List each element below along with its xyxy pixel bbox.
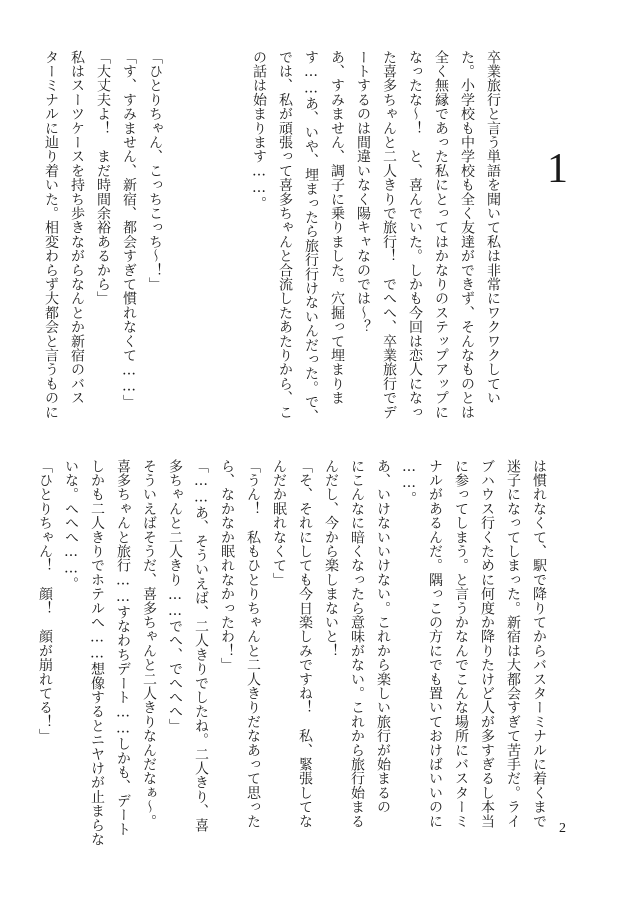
text-line: 「す、すみません、新宿、都会すぎて慣れなくて……」 bbox=[121, 50, 137, 409]
text-line: ブハウス行くために何度か降りたけど人が多すぎるし本当 bbox=[479, 459, 495, 829]
text-line bbox=[168, 50, 194, 448]
text-line: 迷子になってしまった。新宿は大都会すぎて苦手だ。ライ bbox=[505, 459, 521, 829]
page-number: 2 bbox=[559, 821, 566, 836]
text-line: ら、なかなか眠れなかったわ！」 bbox=[219, 459, 235, 672]
upper-text-block bbox=[43, 50, 506, 448]
text-line: しかも二人きりでホテルへ……想像するとニヤけが止まらな bbox=[89, 459, 105, 847]
text-line: んだか眠れなくて」 bbox=[271, 459, 287, 587]
text-line: いな。へへへ……。 bbox=[63, 459, 79, 591]
text-line: あ、いけないいけない。これから楽しい旅行が始まるの bbox=[375, 459, 391, 814]
text-line: 「ひとりちゃん、こっちこっち～！」 bbox=[147, 50, 163, 292]
text-line: ナルがあるんだ。隅っこの方にでも置いておけばいいのに bbox=[427, 459, 443, 829]
text-line: あ、すみません、調子に乗りました。穴掘って埋まりま bbox=[329, 50, 345, 405]
text-line: す……あ、いや、埋まったら旅行行けないんだった。で、 bbox=[303, 50, 319, 424]
text-line: にこんなに暗くなったら意味がない。これから旅行始まる bbox=[349, 459, 365, 829]
text-line: 多ちゃんと二人きり……でへ、でへへへ」 bbox=[167, 459, 183, 733]
chapter-number: 1 bbox=[547, 146, 568, 192]
text-line: ートするのは間違いなく陽キャなのでは～？ bbox=[355, 50, 371, 334]
text-line: た。小学校も中学校も全く友達ができず、そんなものとは bbox=[459, 50, 475, 420]
text-line: に参ってしまう。と言うかなんでこんな場所にバスターミ bbox=[453, 459, 469, 829]
text-line: ……。 bbox=[401, 459, 417, 506]
text-line: では、私が頑張って喜多ちゃんと合流したあたりから、こ bbox=[277, 50, 293, 420]
text-line: なったな～！ と、喜んでいた。しかも今回は恋人になっ bbox=[407, 50, 423, 420]
text-line: の話は始まります……。 bbox=[251, 50, 267, 211]
text-line: 喜多ちゃんと旅行……すなわちデート……しかも、デート bbox=[115, 459, 131, 837]
text-line: ターミナルに辿り着いた。相変わらず大都会と言うものに bbox=[43, 50, 59, 420]
text-line: 「大丈夫よ！ まだ時間余裕あるから」 bbox=[95, 50, 111, 306]
text-line bbox=[220, 50, 246, 448]
text-line: は慣れなくて、駅で降りてからバスターミナルに着くまで bbox=[531, 459, 547, 829]
text-line: 全く無縁であった私にとってはかなりのステップアップに bbox=[433, 50, 449, 420]
lower-text-block bbox=[37, 459, 552, 847]
text-line bbox=[194, 50, 220, 448]
text-line: 「そ、それにしても今日楽しみですね！ 私、緊張してな bbox=[297, 459, 313, 829]
text-line: んだし、今から楽しまないと！ bbox=[323, 459, 339, 658]
text-line: 「うん！ 私もひとりちゃんと二人きりだなあって思った bbox=[245, 459, 261, 829]
text-line: 卒業旅行と言う単語を聞いて私は非常にワクワクしてい bbox=[485, 50, 501, 405]
text-line: た喜多ちゃんと二人きりで旅行！ でへへ、卒業旅行でデ bbox=[381, 50, 397, 420]
text-line: 「……あ、そういえば、二人きりでしたね。二人きり、喜 bbox=[193, 459, 209, 833]
text-line: 私はスーツケースを持ち歩きながらなんとか新宿のバス bbox=[69, 50, 85, 405]
text-line: そういえばそうだ、喜多ちゃんと二人きりなんだなぁ～。 bbox=[141, 459, 157, 829]
text-line: 「ひとりちゃん！ 顔！ 顔が崩れてる！」 bbox=[37, 459, 53, 743]
